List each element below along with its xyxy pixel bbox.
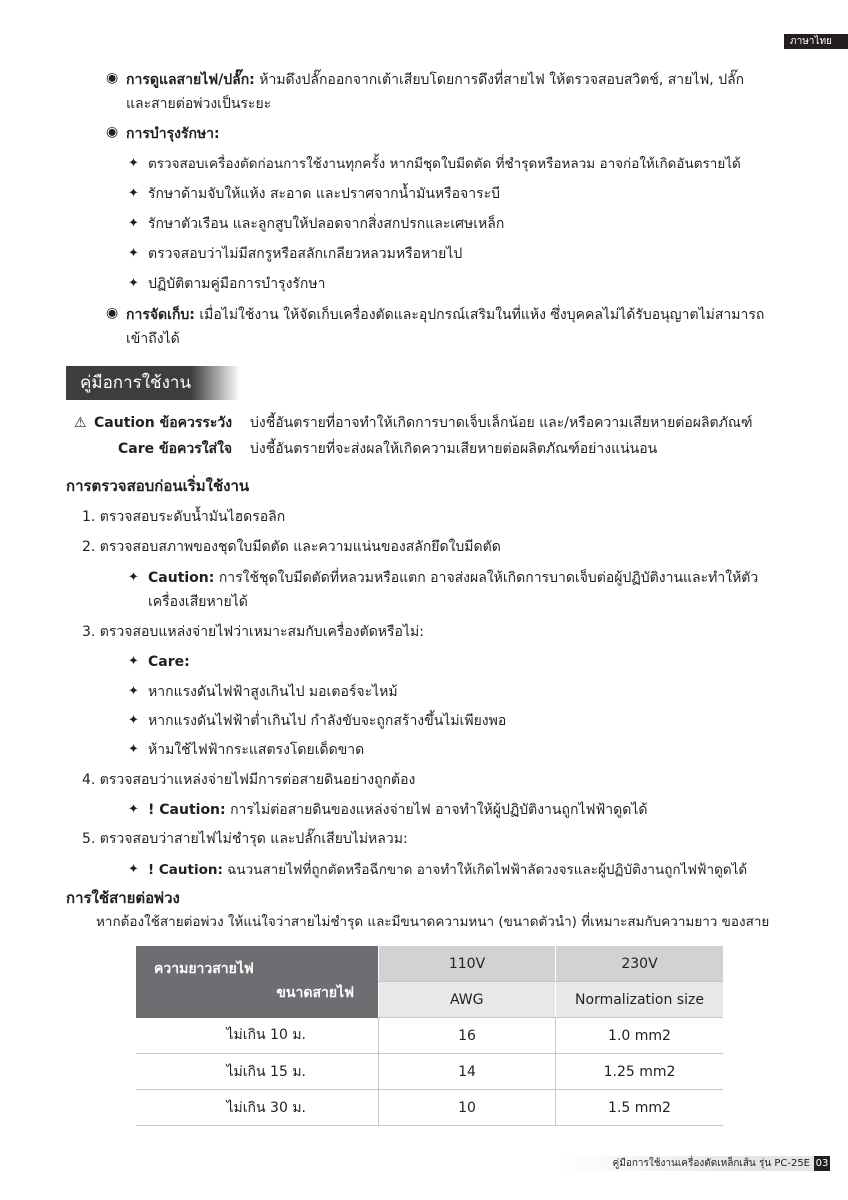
- precheck-step: 4. ตรวจสอบว่าแหล่งจ่ายไฟมีการต่อสายดินอย่างถูกต้อง: [82, 772, 416, 788]
- maintenance-item: รักษาด้ามจับให้แห้ง สะอาด และปราศจากน้ำมันหรือจาระบี: [148, 186, 501, 202]
- section-title-bar: คู่มือการใช้งาน: [66, 366, 240, 400]
- table-row: [136, 1090, 723, 1126]
- page-footer: [560, 1156, 830, 1171]
- language-tag: ภาษาไทย: [784, 34, 848, 49]
- corner-top-label: ความยาวสายไฟ: [154, 961, 254, 977]
- header-awg: AWG: [379, 982, 556, 1018]
- caution-definition: บ่งชี้อันตรายที่อาจทำให้เกิดการบาดเจ็บเล็กน้อย และ/หรือความเสียหายต่อผลิตภัณฑ์: [250, 415, 753, 431]
- awg-cell: 14: [379, 1054, 556, 1090]
- precheck-step: 1. ตรวจสอบระดับน้ำมันไฮดรอลิก: [82, 509, 286, 525]
- star-bullet-icon: ✦: [128, 684, 139, 699]
- precheck-step: 3. ตรวจสอบแหล่งจ่ายไฟว่าเหมาะสมกับเครื่องตัดหรือไม่:: [82, 624, 424, 640]
- norm-cell: 1.0 mm2: [556, 1018, 724, 1054]
- step2-caution-line2: เครื่องเสียหายได้: [148, 594, 248, 610]
- circle-bullet-icon: ◉: [106, 305, 119, 321]
- awg-cell: 16: [379, 1018, 556, 1054]
- star-bullet-icon: ✦: [128, 246, 139, 261]
- star-bullet-icon: ✦: [128, 156, 139, 171]
- caution-label: Caution ข้อควรระวัง: [94, 415, 233, 431]
- power-cord-line1: [126, 70, 744, 90]
- length-cell: ไม่เกิน 10 ม.: [136, 1018, 379, 1054]
- circle-bullet-icon: ◉: [106, 124, 119, 140]
- maintenance-item: ตรวจสอบว่าไม่มีสกรูหรือสลักเกลียวหลวมหรือหายไป: [148, 246, 463, 262]
- table-corner-cell: [136, 946, 379, 1018]
- extension-intro: หากต้องใช้สายต่อพ่วง ให้แน่ใจว่าสายไม่ชำรุด และมีขนาดความหนา (ขนาดตัวนำ) ที่เหมาะสมกับความยาว ของสาย: [96, 914, 770, 930]
- caution-text: การไม่ต่อสายดินของแหล่งจ่ายไฟ อาจทำให้ผู้ปฏิบัติงานถูกไฟฟ้าดูดได้: [230, 802, 648, 818]
- maintenance-item: ตรวจสอบเครื่องตัดก่อนการใช้งานทุกครั้ง หากมีชุดใบมีดตัด ที่ชำรุดหรือหลวม อาจก่อให้เกิดอันตรายได้: [148, 156, 741, 172]
- care-item: หากแรงดันไฟฟ้าต่ำเกินไป กำลังขับจะถูกสร้างขึ้นไม่เพียงพอ: [148, 713, 507, 729]
- extension-heading: การใช้สายต่อพ่วง: [66, 889, 180, 907]
- star-bullet-icon: ✦: [128, 802, 139, 817]
- power-cord-line2: และสายต่อพ่วงเป็นระยะ: [126, 96, 272, 112]
- length-cell: ไม่เกิน 30 ม.: [136, 1090, 379, 1126]
- extension-cord-table: [136, 946, 723, 1126]
- footer-title: คู่มือการใช้งานเครื่องตัดเหล็กเส้น รุ่น PC-25E: [612, 1158, 810, 1169]
- storage-line1: [126, 305, 764, 325]
- care-label: Care:: [148, 654, 190, 670]
- awg-cell: 10: [379, 1090, 556, 1126]
- step4-caution: [148, 800, 648, 820]
- star-bullet-icon: ✦: [128, 186, 139, 201]
- caution-label: Caution:: [148, 570, 215, 586]
- header-110v: 110V: [379, 946, 556, 982]
- power-cord-text: ห้ามดึงปลั๊กออกจากเต้าเสียบโดยการดึงที่สายไฟ ให้ตรวจสอบสวิตช์, สายไฟ, ปลั๊ก: [259, 72, 745, 88]
- care-label: Care ข้อควรใส่ใจ: [118, 441, 233, 457]
- circle-bullet-icon: ◉: [106, 70, 119, 86]
- precheck-heading: การตรวจสอบก่อนเริ่มใช้งาน: [66, 477, 250, 495]
- maintenance-title: การบำรุงรักษา:: [126, 126, 220, 142]
- header-230v: 230V: [556, 946, 724, 982]
- corner-bottom-label: ขนาดสายไฟ: [276, 985, 354, 1001]
- precheck-step: 5. ตรวจสอบว่าสายไฟไม่ชำรุด และปลั๊กเสียบไม่หลวม:: [82, 831, 408, 847]
- table-header-row: [136, 946, 723, 982]
- table-row: [136, 1054, 723, 1090]
- step2-caution-line1: [148, 568, 758, 588]
- page-number: 03: [815, 1158, 829, 1169]
- star-bullet-icon: ✦: [128, 570, 139, 585]
- star-bullet-icon: ✦: [128, 276, 139, 291]
- star-bullet-icon: ✦: [128, 216, 139, 231]
- caution-text: การใช้ชุดใบมีดตัดที่หลวมหรือแตก อาจส่งผลให้เกิดการบาดเจ็บต่อผู้ปฏิบัติงานและทำให้ตัว: [218, 570, 759, 586]
- storage-title: การจัดเก็บ:: [126, 307, 195, 323]
- caution-label: ! Caution:: [148, 802, 226, 818]
- length-cell: ไม่เกิน 15 ม.: [136, 1054, 379, 1090]
- storage-line2: เข้าถึงได้: [126, 331, 180, 347]
- norm-cell: 1.25 mm2: [556, 1054, 724, 1090]
- norm-cell: 1.5 mm2: [556, 1090, 724, 1126]
- star-bullet-icon: ✦: [128, 862, 139, 877]
- care-definition: บ่งชี้อันตรายที่จะส่งผลให้เกิดความเสียหายต่อผลิตภัณฑ์อย่างแน่นอน: [250, 441, 658, 457]
- maintenance-item: ปฏิบัติตามคู่มือการบำรุงรักษา: [148, 276, 326, 292]
- maintenance-item: รักษาตัวเรือน และลูกสูบให้ปลอดจากสิ่งสกปรกและเศษเหล็ก: [148, 216, 505, 232]
- star-bullet-icon: ✦: [128, 654, 139, 669]
- warning-triangle-icon: ⚠: [74, 415, 87, 431]
- caution-label: ! Caution:: [148, 862, 223, 878]
- star-bullet-icon: ✦: [128, 742, 139, 757]
- header-normalization-size: Normalization size: [556, 982, 724, 1018]
- caution-text: ฉนวนสายไฟที่ถูกตัดหรือฉีกขาด อาจทำให้เกิดไฟฟ้าลัดวงจรและผู้ปฏิบัติงานถูกไฟฟ้าดูดได้: [227, 862, 748, 878]
- precheck-step: 2. ตรวจสอบสภาพของชุดใบมีดตัด และความแน่นของสลักยึดใบมีดตัด: [82, 539, 501, 555]
- care-item: ห้ามใช้ไฟฟ้ากระแสตรงโดยเด็ดขาด: [148, 742, 365, 758]
- step5-caution: [148, 860, 747, 880]
- care-item: หากแรงดันไฟฟ้าสูงเกินไป มอเตอร์จะไหม้: [148, 684, 398, 700]
- star-bullet-icon: ✦: [128, 713, 139, 728]
- power-cord-title: การดูแลสายไฟ/ปลั๊ก:: [126, 72, 255, 88]
- storage-text: เมื่อไม่ใช้งาน ให้จัดเก็บเครื่องตัดและอุปกรณ์เสริมในที่แห้ง ซึ่งบุคคลไม่ได้รับอนุญาตไม่สามารถ: [199, 307, 765, 323]
- table-row: [136, 1018, 723, 1054]
